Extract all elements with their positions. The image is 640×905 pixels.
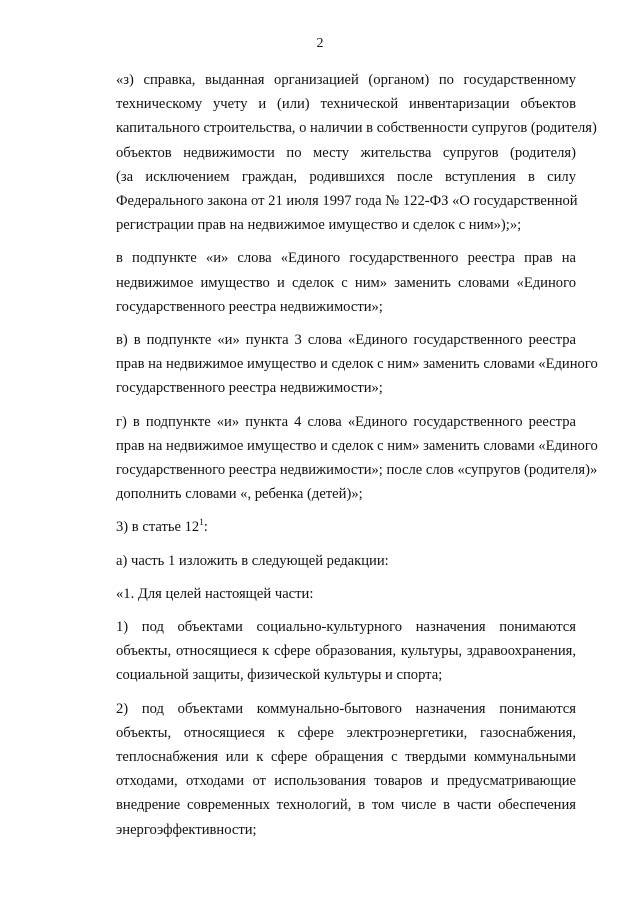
text-line: (за исключением граждан, родившихся после вступления в силу — [116, 168, 576, 185]
text-line: объекты, относящиеся к сфере электроэнергетики, газоснабжения, — [116, 724, 576, 741]
text-line: регистрации прав на недвижимое имущество и сделок с ним»);»; — [116, 217, 522, 234]
article-superscript: 1 — [199, 517, 204, 528]
document-body — [78, 68, 598, 842]
paragraph-part-1 — [78, 549, 576, 573]
text-line: в) в подпункте «и» пункта 3 слова «Единого государственного реестра — [116, 332, 576, 349]
text-line: государственного реестра недвижимости»; после слов «супругов (родителя)» — [116, 462, 598, 479]
text-line: внедрение современных технологий, в том числе в части обеспечения — [116, 797, 576, 814]
text-line: 1) под объектами социально-культурного назначения понимаются — [116, 619, 576, 636]
paragraph-item-1 — [78, 615, 576, 688]
paragraph-article-12-1 — [78, 515, 576, 539]
text-line — [78, 515, 576, 539]
text-line: «з) справка, выданная организацией (органом) по государственному — [116, 72, 576, 88]
text-line: «1. Для целей настоящей части: — [116, 585, 314, 602]
text-line: недвижимое имущество и сделок с ним» заменить словами «Единого — [116, 274, 576, 291]
paragraph-subitem-i — [78, 246, 576, 319]
text-line: а) часть 1 изложить в следующей редакции: — [116, 552, 389, 569]
text-line: государственного реестра недвижимости»; — [116, 380, 383, 397]
page-number: 2 — [316, 36, 324, 51]
text-line: г) в подпункте «и» пункта 4 слова «Единого государственного реестра — [116, 413, 576, 430]
text-line: прав на недвижимое имущество и сделок с ним» заменить словами «Единого — [116, 437, 598, 454]
text-line: Федерального закона от 21 июля 1997 года № 122-ФЗ «О государственной — [116, 193, 578, 210]
text-line: в подпункте «и» слова «Единого государственного реестра прав на — [116, 250, 576, 267]
text-line: объекты, относящиеся к сфере образования, культуры, здравоохранения, — [116, 643, 576, 660]
paragraph-item-2 — [78, 697, 576, 842]
text-line: капитального строительства, о наличии в собственности супругов (родителя) — [116, 120, 597, 137]
paragraph-purposes — [78, 582, 576, 606]
text-line: социальной защиты, физической культуры и спорта; — [116, 667, 443, 684]
text-line: объектов недвижимости по месту жительства супругов (родителя) — [116, 144, 576, 161]
text-line: техническому учету и (или) технической инвентаризации объектов — [116, 96, 576, 113]
paragraph-z-certificate — [78, 68, 597, 237]
text-line: энергоэффективности; — [116, 821, 257, 838]
text-line: дополнить словами «, ребенка (детей)»; — [116, 486, 363, 503]
text-line: 2) под объектами коммунально-бытового назначения понимаются — [116, 700, 576, 717]
text-line: отходами, отходами от использования товаров и предусматривающие — [116, 773, 576, 790]
text-line: прав на недвижимое имущество и сделок с ним» заменить словами «Единого — [116, 356, 598, 373]
article-tail: : — [203, 519, 208, 536]
paragraph-g-point-4 — [78, 410, 598, 507]
article-text: 3) в статье 12 — [116, 519, 200, 536]
text-line: государственного реестра недвижимости»; — [116, 298, 383, 315]
paragraph-v-point-3 — [78, 328, 598, 401]
text-line: теплоснабжения или к сфере обращения с твердыми коммунальными — [116, 749, 576, 766]
